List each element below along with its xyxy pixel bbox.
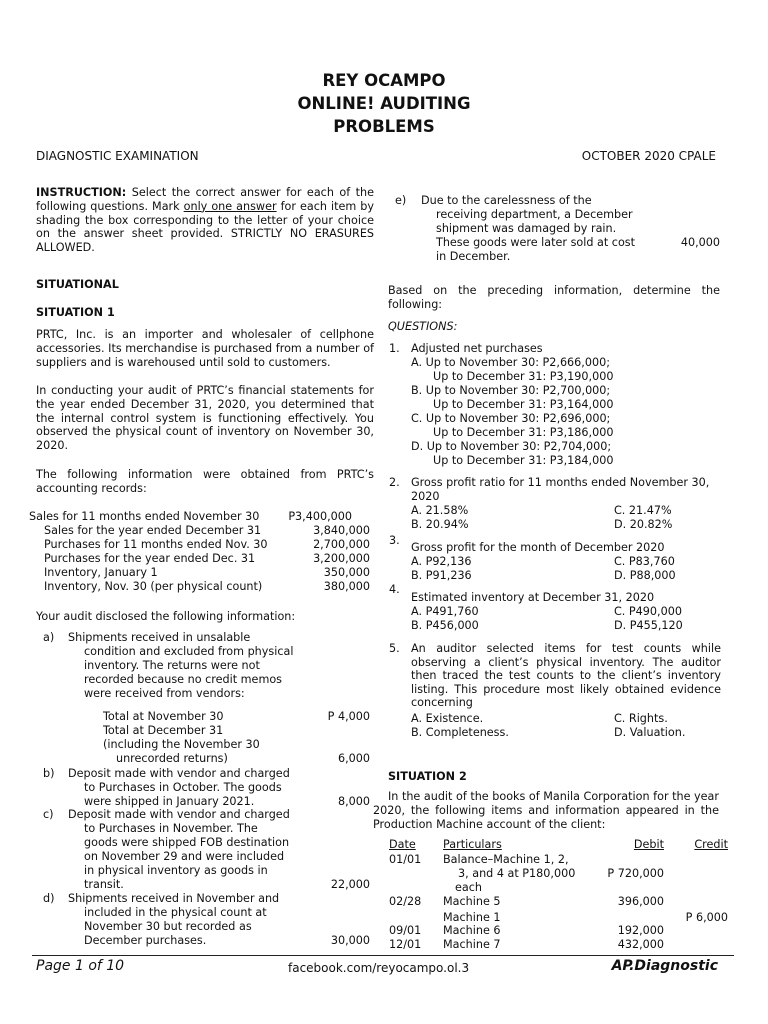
q5-number: 5. bbox=[389, 642, 400, 655]
item-b-letter: b) bbox=[43, 767, 55, 780]
footer-link[interactable]: facebook.com/reyocampo.ol.3 bbox=[288, 961, 470, 975]
item-b-line: Deposit made with vendor and charged bbox=[68, 767, 290, 780]
title-line-3: PROBLEMS bbox=[333, 117, 435, 136]
item-a-unrecorded: unrecorded returns) bbox=[116, 752, 228, 765]
item-e-line: Due to the carelessness of the bbox=[421, 194, 592, 207]
record-label: Inventory, Nov. 30 (per physical count) bbox=[44, 580, 263, 593]
item-a-line: condition and excluded from physical bbox=[84, 645, 294, 658]
instruction-underline: only one answer bbox=[183, 199, 277, 213]
record-label: Purchases for 11 months ended Nov. 30 bbox=[44, 538, 268, 551]
item-b-value: 8,000 bbox=[337, 795, 370, 808]
item-e-letter: e) bbox=[395, 194, 407, 207]
situation-2-intro: In the audit of the books of Manila Corporation for the year 2020, the following items and information appeared in the Production Machine account of the client: bbox=[373, 790, 719, 831]
item-a-including: (including the November 30 bbox=[103, 738, 260, 751]
ledger-particulars: Machine 1 bbox=[443, 911, 501, 924]
q2-choice: A. 21.58% bbox=[411, 504, 469, 517]
item-a-total-dec-value: 6,000 bbox=[337, 752, 370, 765]
item-b-line: were shipped in January 2021. bbox=[84, 795, 255, 808]
item-c-line: to Purchases in November. The bbox=[84, 822, 258, 835]
ledger-debit: 192,000 bbox=[617, 924, 664, 937]
q4-choice: B. P456,000 bbox=[411, 619, 479, 632]
q5-text: An auditor selected items for test counts while observing a client’s physical inventory. The auditor then traced the test counts to the client’s inventory listing. This procedure most likely obtained evidence concerning bbox=[411, 642, 721, 709]
item-a-total-nov-value: P 4,000 bbox=[327, 710, 370, 723]
ledger-date: 09/01 bbox=[389, 924, 422, 937]
ledger-particulars-cont: 3, and 4 at P180,000 bbox=[458, 867, 576, 880]
ledger-particulars: Machine 5 bbox=[443, 895, 501, 908]
questions-label: QUESTIONS: bbox=[388, 320, 458, 333]
item-a-line: inventory. The returns were not bbox=[84, 659, 260, 672]
record-value: 3,840,000 bbox=[313, 524, 370, 537]
q3-choice: D. P88,000 bbox=[614, 569, 676, 582]
audit-disclosed-text: Your audit disclosed the following information: bbox=[36, 610, 296, 623]
ledger-date: 12/01 bbox=[389, 938, 422, 951]
q1-choice-cont: Up to December 31: P3,190,000 bbox=[433, 370, 614, 383]
q4-choice: A. P491,760 bbox=[411, 605, 479, 618]
q3-number: 3. bbox=[389, 534, 400, 547]
footer-divider bbox=[32, 955, 734, 956]
q1-choice: A. Up to November 30: P2,666,000; bbox=[411, 356, 610, 369]
title-line-1: REY OCAMPO bbox=[322, 71, 446, 90]
ledger-col-date: Date bbox=[389, 838, 416, 851]
item-c-line: Deposit made with vendor and charged bbox=[68, 808, 290, 821]
q2-choice: D. 20.82% bbox=[614, 518, 673, 531]
q2-choice: C. 21.47% bbox=[614, 504, 672, 517]
item-a-line: were received from vendors: bbox=[84, 687, 245, 700]
q1-choice: D. Up to November 30: P2,704,000; bbox=[411, 440, 612, 453]
item-e-line: These goods were later sold at cost bbox=[436, 236, 636, 249]
item-e-line: in December. bbox=[436, 250, 511, 263]
q1-number: 1. bbox=[389, 342, 400, 355]
q1-choice-cont: Up to December 31: P3,184,000 bbox=[433, 454, 614, 467]
record-label: Inventory, January 1 bbox=[44, 566, 158, 579]
instruction-block bbox=[36, 186, 374, 255]
based-on-text: Based on the preceding information, determine the following: bbox=[388, 284, 720, 311]
q2-choice: B. 20.94% bbox=[411, 518, 469, 531]
q5-choice: D. Valuation. bbox=[614, 726, 686, 739]
q1-choice-cont: Up to December 31: P3,164,000 bbox=[433, 398, 614, 411]
ledger-particulars: Machine 6 bbox=[443, 924, 501, 937]
ledger-col-particulars: Particulars bbox=[443, 838, 502, 851]
q3-choice: C. P83,760 bbox=[614, 555, 675, 568]
instruction-label: INSTRUCTION: bbox=[36, 186, 127, 199]
item-d-line: November 30 but recorded as bbox=[84, 920, 252, 933]
situation-1-para-3: The following information were obtained from PRTC’s accounting records: bbox=[36, 468, 374, 495]
ledger-date: 02/28 bbox=[389, 895, 422, 908]
record-label: Sales for 11 months ended November 30 bbox=[29, 510, 260, 523]
item-c-line: transit. bbox=[84, 878, 124, 891]
exam-type: DIAGNOSTIC EXAMINATION bbox=[36, 149, 199, 163]
q4-choice: D. P455,120 bbox=[614, 619, 683, 632]
q3-choice: A. P92,136 bbox=[411, 555, 472, 568]
situation-1-para-1: PRTC, Inc. is an importer and wholesaler of cellphone accessories. Its merchandise is purchased from a number of suppliers and is warehoused until sold to customers. bbox=[36, 328, 374, 369]
item-e-value: 40,000 bbox=[680, 236, 720, 249]
item-a-total-nov: Total at November 30 bbox=[103, 710, 224, 723]
q1-text: Adjusted net purchases bbox=[411, 342, 543, 355]
item-d-letter: d) bbox=[43, 892, 55, 905]
item-a-total-dec: Total at December 31 bbox=[103, 724, 224, 737]
q4-number: 4. bbox=[389, 583, 400, 596]
item-c-line: on November 29 and were included bbox=[84, 850, 285, 863]
q4-choice: C. P490,000 bbox=[614, 605, 682, 618]
footer-page-number: Page 1 of 10 bbox=[36, 958, 125, 974]
record-value: 380,000 bbox=[323, 580, 370, 593]
q5-choice: C. Rights. bbox=[614, 712, 668, 725]
q2-text-cont: 2020 bbox=[411, 490, 440, 503]
item-d-line: Shipments received in November and bbox=[68, 892, 280, 905]
situation-1-heading: SITUATION 1 bbox=[36, 306, 115, 319]
instruction-text-1: Select the correct answer for each of the following questions. Mark bbox=[36, 186, 375, 213]
item-e-line: receiving department, a December bbox=[436, 208, 633, 221]
record-value: 2,700,000 bbox=[313, 538, 370, 551]
item-c-value: 22,000 bbox=[330, 878, 370, 891]
situation-1-para-2: In conducting your audit of PRTC’s financial statements for the year ended December 31, 2020, you determined that the internal control system is functioning effectively. You observed the physical count of inventory on November 30, 2020. bbox=[36, 384, 374, 453]
item-d-line: included in the physical count at bbox=[84, 906, 267, 919]
item-c-line: in physical inventory as goods in bbox=[84, 864, 268, 877]
record-value: 350,000 bbox=[323, 566, 370, 579]
record-value: P3,400,000 bbox=[288, 510, 352, 523]
item-a-line: recorded because no credit memos bbox=[84, 673, 283, 686]
ledger-col-debit: Debit bbox=[633, 838, 664, 851]
footer-tag: AP.Diagnostic bbox=[611, 958, 718, 974]
q1-choice-cont: Up to December 31: P3,186,000 bbox=[433, 426, 614, 439]
q1-choice: C. Up to November 30: P2,696,000; bbox=[411, 412, 611, 425]
item-b-line: to Purchases in October. The goods bbox=[84, 781, 282, 794]
q5-choice: A. Existence. bbox=[411, 712, 484, 725]
item-c-letter: c) bbox=[43, 808, 54, 821]
q2-number: 2. bbox=[389, 476, 400, 489]
ledger-debit: 396,000 bbox=[617, 895, 664, 908]
situational-label: SITUATIONAL bbox=[36, 278, 119, 291]
record-label: Sales for the year ended December 31 bbox=[44, 524, 262, 537]
q4-text: Estimated inventory at December 31, 2020 bbox=[411, 591, 655, 604]
q3-text: Gross profit for the month of December 2020 bbox=[411, 541, 665, 554]
q2-text: Gross profit ratio for 11 months ended November 30, bbox=[411, 476, 710, 489]
item-a-letter: a) bbox=[43, 631, 55, 644]
item-c-line: goods were shipped FOB destination bbox=[84, 836, 290, 849]
ledger-debit: 432,000 bbox=[617, 938, 664, 951]
record-value: 3,200,000 bbox=[313, 552, 370, 565]
item-e-line: shipment was damaged by rain. bbox=[436, 222, 617, 235]
ledger-date: 01/01 bbox=[389, 853, 422, 866]
instruction-text-2: for each item by shading the box corresponding to the letter of your choice on the answer sheet provided. STRICTLY NO ERASURES ALLOWED. bbox=[36, 199, 374, 255]
ledger-particulars-cont: each bbox=[455, 881, 482, 894]
ledger-col-credit: Credit bbox=[694, 838, 728, 851]
item-a-line: Shipments received in unsalable bbox=[68, 631, 251, 644]
ledger-particulars: Balance–Machine 1, 2, bbox=[443, 853, 569, 866]
ledger-particulars: Machine 7 bbox=[443, 938, 501, 951]
ledger-debit: P 720,000 bbox=[607, 867, 664, 880]
q1-choice: B. Up to November 30: P2,700,000; bbox=[411, 384, 611, 397]
item-d-line: December purchases. bbox=[84, 934, 207, 947]
exam-date: OCTOBER 2020 CPALE bbox=[581, 149, 716, 163]
ledger-credit: P 6,000 bbox=[685, 911, 728, 924]
item-d-value: 30,000 bbox=[330, 934, 370, 947]
situation-2-heading: SITUATION 2 bbox=[388, 770, 467, 783]
title-line-2: ONLINE! AUDITING bbox=[297, 94, 471, 113]
q3-choice: B. P91,236 bbox=[411, 569, 472, 582]
q5-choice: B. Completeness. bbox=[411, 726, 509, 739]
record-label: Purchases for the year ended Dec. 31 bbox=[44, 552, 256, 565]
